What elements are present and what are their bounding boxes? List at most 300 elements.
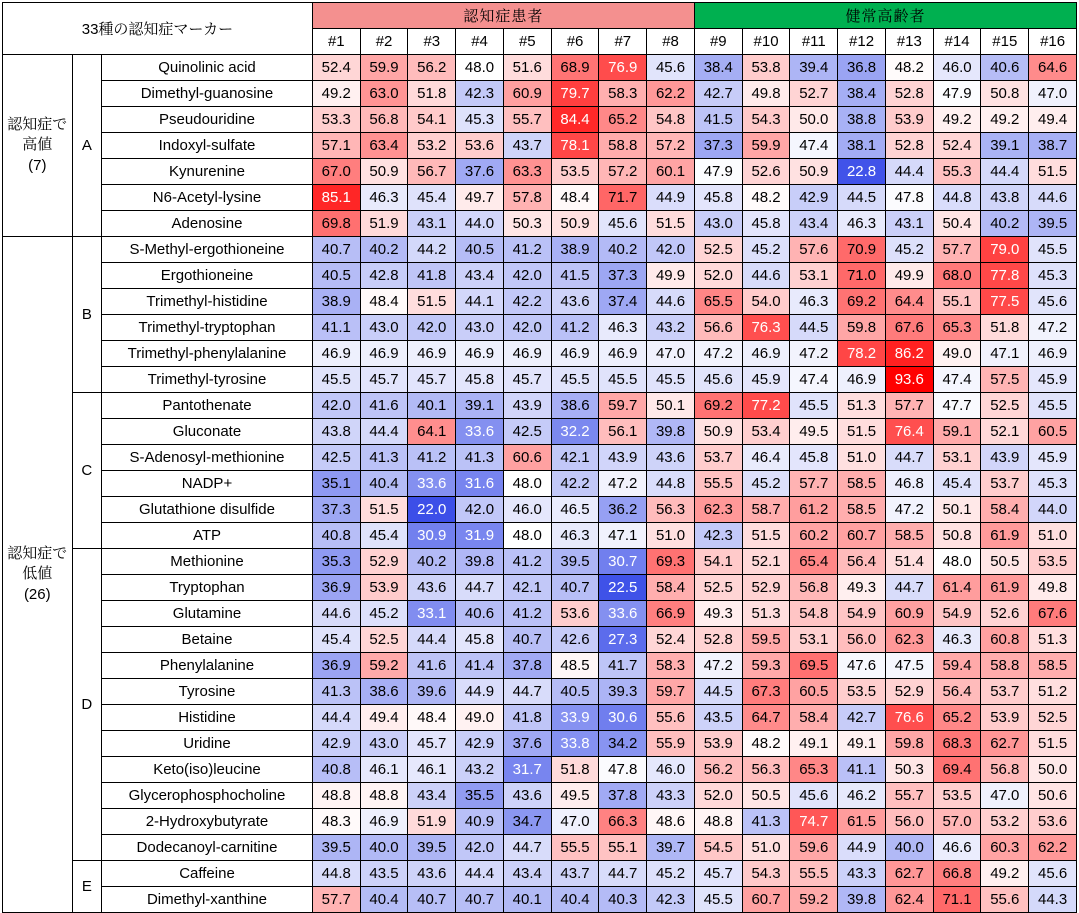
- heatmap-cell: 45.4: [312, 627, 360, 653]
- heatmap-cell: 44.4: [312, 705, 360, 731]
- heatmap-cell: 37.8: [503, 653, 551, 679]
- heatmap-cell: 68.9: [551, 55, 599, 81]
- heatmap-cell: 64.6: [1029, 55, 1077, 81]
- table-row: [3, 211, 1077, 237]
- heatmap-cell: 54.8: [647, 107, 695, 133]
- heatmap-cell: 69.2: [838, 289, 886, 315]
- heatmap-cell: 57.2: [647, 133, 695, 159]
- heatmap-cell: 43.4: [790, 211, 838, 237]
- heatmap-cell: 42.7: [694, 81, 742, 107]
- table-row: [3, 263, 1077, 289]
- heatmap-cell: 40.2: [360, 237, 408, 263]
- table-row: [3, 575, 1077, 601]
- table-row: [3, 809, 1077, 835]
- heatmap-cell: 46.3: [933, 627, 981, 653]
- heatmap-cell: 45.7: [408, 731, 456, 757]
- heatmap-cell: 44.6: [742, 263, 790, 289]
- marker-name: NADP+: [102, 471, 313, 497]
- heatmap-cell: 40.7: [312, 237, 360, 263]
- heatmap-cell: 58.5: [1029, 653, 1077, 679]
- marker-name: N6-Acetyl-lysine: [102, 185, 313, 211]
- heatmap-cell: 40.8: [312, 523, 360, 549]
- heatmap-cell: 37.3: [312, 497, 360, 523]
- heatmap-cell: 33.8: [551, 731, 599, 757]
- heatmap-cell: 60.8: [981, 627, 1029, 653]
- marker-name: Betaine: [102, 627, 313, 653]
- heatmap-cell: 46.0: [503, 497, 551, 523]
- heatmap-cell: 53.4: [742, 419, 790, 445]
- heatmap-cell: 27.3: [599, 627, 647, 653]
- heatmap-cell: 50.9: [360, 159, 408, 185]
- sample-id-2: #2: [360, 29, 408, 55]
- heatmap-cell: 57.7: [312, 887, 360, 913]
- heatmap-cell: 49.3: [694, 601, 742, 627]
- heatmap-cell: 42.2: [503, 289, 551, 315]
- heatmap-cell: 40.2: [981, 211, 1029, 237]
- heatmap-cell: 41.5: [551, 263, 599, 289]
- heatmap-cell: 44.1: [456, 289, 504, 315]
- heatmap-cell: 53.5: [551, 159, 599, 185]
- table-row: [3, 627, 1077, 653]
- heatmap-cell: 45.8: [790, 445, 838, 471]
- heatmap-cell: 67.3: [742, 679, 790, 705]
- heatmap-cell: 68.3: [933, 731, 981, 757]
- heatmap-cell: 40.9: [456, 809, 504, 835]
- heatmap-cell: 44.4: [981, 159, 1029, 185]
- heatmap-cell: 78.2: [838, 341, 886, 367]
- heatmap-cell: 51.3: [838, 393, 886, 419]
- heatmap-cell: 57.1: [312, 133, 360, 159]
- heatmap-cell: 48.0: [503, 471, 551, 497]
- heatmap-cell: 50.0: [790, 107, 838, 133]
- heatmap-cell: 74.7: [790, 809, 838, 835]
- heatmap-cell: 55.9: [647, 731, 695, 757]
- heatmap-cell: 48.4: [360, 289, 408, 315]
- heatmap-cell: 51.0: [742, 835, 790, 861]
- heatmap-cell: 62.7: [885, 861, 933, 887]
- heatmap-cell: 51.8: [408, 81, 456, 107]
- subgroup-label-B: B: [72, 237, 102, 393]
- heatmap-cell: 44.7: [503, 835, 551, 861]
- heatmap-cell: 57.2: [599, 159, 647, 185]
- heatmap-cell: 44.4: [885, 159, 933, 185]
- heatmap-cell: 46.9: [408, 341, 456, 367]
- heatmap-cell: 42.0: [312, 393, 360, 419]
- heatmap-cell: 61.9: [981, 523, 1029, 549]
- heatmap-cell: 60.9: [885, 601, 933, 627]
- heatmap-cell: 44.5: [790, 315, 838, 341]
- heatmap-cell: 50.1: [933, 497, 981, 523]
- heatmap-cell: 42.0: [503, 263, 551, 289]
- table-row: [3, 185, 1077, 211]
- heatmap-cell: 43.6: [551, 289, 599, 315]
- row-group-line1: 認知症で: [7, 545, 68, 563]
- heatmap-cell: 45.5: [694, 887, 742, 913]
- heatmap-cell: 53.3: [312, 107, 360, 133]
- marker-name: Dimethyl-xanthine: [102, 887, 313, 913]
- heatmap-cell: 50.0: [1029, 757, 1077, 783]
- heatmap-cell: 46.3: [599, 315, 647, 341]
- row-group-line1: 認知症で: [7, 116, 68, 134]
- heatmap-cell: 49.4: [1029, 107, 1077, 133]
- heatmap-cell: 42.2: [551, 471, 599, 497]
- heatmap-cell: 39.8: [647, 419, 695, 445]
- heatmap-cell: 47.1: [981, 341, 1029, 367]
- heatmap-cell: 41.3: [742, 809, 790, 835]
- heatmap-cell: 49.9: [885, 263, 933, 289]
- heatmap-cell: 56.2: [408, 55, 456, 81]
- table-row: [3, 653, 1077, 679]
- marker-name: Dodecanoyl-carnitine: [102, 835, 313, 861]
- table-row: [3, 679, 1077, 705]
- heatmap-cell: 41.4: [456, 653, 504, 679]
- heatmap-cell: 55.7: [503, 107, 551, 133]
- heatmap-cell: 40.4: [360, 887, 408, 913]
- heatmap-cell: 85.1: [312, 185, 360, 211]
- heatmap-cell: 52.7: [790, 81, 838, 107]
- heatmap-cell: 54.1: [694, 549, 742, 575]
- heatmap-cell: 62.4: [885, 887, 933, 913]
- heatmap-cell: 45.8: [456, 367, 504, 393]
- heatmap-cell: 40.5: [551, 679, 599, 705]
- heatmap-cell: 38.4: [838, 81, 886, 107]
- heatmap-cell: 42.9: [790, 185, 838, 211]
- marker-name: Adenosine: [102, 211, 313, 237]
- heatmap-cell: 65.5: [694, 289, 742, 315]
- heatmap-cell: 56.0: [885, 809, 933, 835]
- heatmap-cell: 44.7: [456, 575, 504, 601]
- heatmap-cell: 31.7: [503, 757, 551, 783]
- sample-id-3: #3: [408, 29, 456, 55]
- heatmap-cell: 50.6: [1029, 783, 1077, 809]
- heatmap-cell: 45.2: [885, 237, 933, 263]
- heatmap-cell: 51.5: [1029, 159, 1077, 185]
- heatmap-cell: 47.2: [694, 341, 742, 367]
- heatmap-cell: 39.5: [551, 549, 599, 575]
- heatmap-cell: 53.9: [694, 731, 742, 757]
- heatmap-cell: 40.7: [503, 627, 551, 653]
- heatmap-cell: 56.3: [647, 497, 695, 523]
- heatmap-cell: 44.5: [694, 679, 742, 705]
- heatmap-cell: 49.0: [456, 705, 504, 731]
- heatmap-cell: 62.7: [981, 731, 1029, 757]
- heatmap-cell: 50.5: [742, 783, 790, 809]
- heatmap-cell: 56.7: [408, 159, 456, 185]
- heatmap-cell: 43.6: [408, 575, 456, 601]
- marker-name: Dimethyl-guanosine: [102, 81, 313, 107]
- heatmap-cell: 40.4: [360, 471, 408, 497]
- heatmap-cell: 46.9: [599, 341, 647, 367]
- heatmap-cell: 47.9: [933, 81, 981, 107]
- sample-id-7: #7: [599, 29, 647, 55]
- table-row: [3, 861, 1077, 887]
- heatmap-cell: 45.5: [790, 393, 838, 419]
- heatmap-cell: 43.9: [981, 445, 1029, 471]
- heatmap-cell: 40.2: [408, 549, 456, 575]
- heatmap-cell: 46.3: [838, 211, 886, 237]
- heatmap-cell: 49.3: [838, 575, 886, 601]
- heatmap-cell: 40.5: [312, 263, 360, 289]
- marker-name: Trimethyl-tryptophan: [102, 315, 313, 341]
- heatmap-cell: 36.8: [838, 55, 886, 81]
- heatmap-cell: 45.6: [647, 55, 695, 81]
- heatmap-cell: 40.1: [503, 887, 551, 913]
- heatmap-cell: 61.9: [981, 575, 1029, 601]
- heatmap-cell: 56.1: [599, 419, 647, 445]
- heatmap-cell: 44.0: [456, 211, 504, 237]
- heatmap-cell: 43.3: [838, 861, 886, 887]
- heatmap-cell: 45.2: [647, 861, 695, 887]
- heatmap-cell: 49.2: [981, 107, 1029, 133]
- heatmap-cell: 51.0: [647, 523, 695, 549]
- heatmap-cell: 41.3: [312, 679, 360, 705]
- sample-id-13: #13: [885, 29, 933, 55]
- heatmap-cell: 55.6: [981, 887, 1029, 913]
- column-group-control: 健常高齢者: [694, 3, 1076, 29]
- heatmap-cell: 51.5: [838, 419, 886, 445]
- heatmap-cell: 45.8: [694, 185, 742, 211]
- heatmap-cell: 51.0: [1029, 523, 1077, 549]
- heatmap-cell: 63.3: [503, 159, 551, 185]
- page-title: 33種の認知症マーカー: [3, 3, 313, 55]
- heatmap-cell: 45.4: [408, 185, 456, 211]
- heatmap-cell: 37.3: [694, 133, 742, 159]
- heatmap-cell: 50.4: [933, 211, 981, 237]
- heatmap-cell: 44.4: [360, 419, 408, 445]
- heatmap-cell: 44.6: [647, 289, 695, 315]
- heatmap-cell: 52.5: [360, 627, 408, 653]
- heatmap-cell: 56.8: [981, 757, 1029, 783]
- heatmap-cell: 49.7: [456, 185, 504, 211]
- heatmap-cell: 34.2: [599, 731, 647, 757]
- row-group-count: (7): [28, 156, 47, 174]
- heatmap-cell: 46.8: [885, 471, 933, 497]
- heatmap-cell: 48.3: [312, 809, 360, 835]
- heatmap-cell: 52.0: [694, 263, 742, 289]
- heatmap-cell: 51.4: [885, 549, 933, 575]
- heatmap-cell: 40.6: [456, 601, 504, 627]
- marker-name: Quinolinic acid: [102, 55, 313, 81]
- marker-name: Tyrosine: [102, 679, 313, 705]
- heatmap-cell: 77.2: [742, 393, 790, 419]
- heatmap-cell: 58.4: [981, 497, 1029, 523]
- heatmap-cell: 52.5: [1029, 705, 1077, 731]
- heatmap-cell: 47.2: [1029, 315, 1077, 341]
- heatmap-cell: 44.2: [408, 237, 456, 263]
- heatmap-cell: 56.8: [360, 107, 408, 133]
- heatmap-cell: 40.0: [885, 835, 933, 861]
- heatmap-cell: 45.5: [599, 367, 647, 393]
- heatmap-cell: 38.4: [694, 55, 742, 81]
- heatmap-cell: 60.7: [838, 523, 886, 549]
- heatmap-cell: 93.6: [885, 367, 933, 393]
- heatmap-cell: 48.4: [408, 705, 456, 731]
- heatmap-cell: 46.9: [838, 367, 886, 393]
- heatmap-cell: 70.9: [838, 237, 886, 263]
- heatmap-cell: 35.1: [312, 471, 360, 497]
- heatmap-cell: 46.9: [1029, 341, 1077, 367]
- marker-name: Pantothenate: [102, 393, 313, 419]
- heatmap-cell: 67.0: [312, 159, 360, 185]
- heatmap-cell: 56.4: [838, 549, 886, 575]
- heatmap-cell: 52.8: [694, 627, 742, 653]
- heatmap-cell: 44.6: [1029, 185, 1077, 211]
- heatmap-cell: 44.9: [838, 835, 886, 861]
- heatmap-cell: 46.1: [408, 757, 456, 783]
- heatmap-cell: 36.9: [312, 653, 360, 679]
- heatmap-cell: 42.0: [456, 835, 504, 861]
- heatmap-cell: 59.6: [790, 835, 838, 861]
- heatmap-cell: 52.8: [885, 133, 933, 159]
- heatmap-cell: 47.2: [694, 653, 742, 679]
- heatmap-cell: 43.3: [647, 783, 695, 809]
- table-row: [3, 133, 1077, 159]
- heatmap-cell: 46.9: [551, 341, 599, 367]
- heatmap-cell: 52.6: [742, 159, 790, 185]
- heatmap-cell: 47.0: [551, 809, 599, 835]
- heatmap-cell: 41.2: [503, 549, 551, 575]
- heatmap-cell: 55.1: [599, 835, 647, 861]
- heatmap-cell: 50.5: [981, 549, 1029, 575]
- sample-id-9: #9: [694, 29, 742, 55]
- heatmap-cell: 53.5: [933, 783, 981, 809]
- heatmap-cell: 44.7: [885, 575, 933, 601]
- heatmap-cell: 42.0: [456, 497, 504, 523]
- heatmap-cell: 65.4: [790, 549, 838, 575]
- marker-name: ATP: [102, 523, 313, 549]
- heatmap-cell: 50.9: [694, 419, 742, 445]
- heatmap-cell: 38.9: [312, 289, 360, 315]
- heatmap-cell: 53.5: [1029, 549, 1077, 575]
- row-group-count: (26): [23, 585, 51, 603]
- heatmap-cell: 59.2: [790, 887, 838, 913]
- heatmap-cell: 86.2: [885, 341, 933, 367]
- heatmap-cell: 41.5: [694, 107, 742, 133]
- heatmap-cell: 62.3: [885, 627, 933, 653]
- heatmap-cell: 63.0: [360, 81, 408, 107]
- heatmap-cell: 48.0: [933, 549, 981, 575]
- heatmap-cell: 47.1: [599, 523, 647, 549]
- heatmap-cell: 52.9: [742, 575, 790, 601]
- heatmap-cell: 60.6: [503, 445, 551, 471]
- heatmap-cell: 44.6: [312, 601, 360, 627]
- marker-name: Trimethyl-tyrosine: [102, 367, 313, 393]
- heatmap-cell: 71.1: [933, 887, 981, 913]
- table-row: [3, 315, 1077, 341]
- heatmap-cell: 60.3: [981, 835, 1029, 861]
- heatmap-cell: 45.6: [694, 367, 742, 393]
- heatmap-cell: 59.8: [885, 731, 933, 757]
- heatmap-cell: 56.2: [694, 757, 742, 783]
- heatmap-cell: 69.2: [694, 393, 742, 419]
- heatmap-cell: 68.0: [933, 263, 981, 289]
- heatmap-cell: 60.5: [790, 679, 838, 705]
- heatmap-cell: 31.6: [456, 471, 504, 497]
- heatmap-cell: 44.8: [312, 861, 360, 887]
- heatmap-cell: 51.5: [647, 211, 695, 237]
- heatmap-cell: 54.8: [790, 601, 838, 627]
- heatmap-cell: 59.1: [933, 419, 981, 445]
- heatmap-cell: 42.5: [503, 419, 551, 445]
- heatmap-cell: 42.9: [312, 731, 360, 757]
- heatmap-cell: 66.8: [933, 861, 981, 887]
- heatmap-cell: 59.9: [360, 55, 408, 81]
- heatmap-cell: 67.6: [885, 315, 933, 341]
- heatmap-cell: 52.4: [647, 627, 695, 653]
- heatmap-cell: 64.4: [885, 289, 933, 315]
- heatmap-cell: 44.8: [647, 471, 695, 497]
- row-group-label-2: [3, 237, 73, 913]
- table-row: [3, 549, 1077, 575]
- heatmap-cell: 39.8: [456, 549, 504, 575]
- table-row: [3, 783, 1077, 809]
- heatmap-cell: 71.7: [599, 185, 647, 211]
- heatmap-cell: 59.2: [360, 653, 408, 679]
- heatmap-cell: 39.8: [838, 887, 886, 913]
- heatmap-cell: 51.8: [981, 315, 1029, 341]
- heatmap-cell: 46.9: [456, 341, 504, 367]
- heatmap-cell: 45.9: [1029, 445, 1077, 471]
- heatmap-cell: 59.5: [742, 627, 790, 653]
- heatmap-cell: 45.9: [1029, 367, 1077, 393]
- heatmap-cell: 53.6: [1029, 809, 1077, 835]
- heatmap-cell: 40.4: [551, 887, 599, 913]
- marker-name: 2-Hydroxybutyrate: [102, 809, 313, 835]
- heatmap-cell: 76.3: [742, 315, 790, 341]
- subgroup-label-C: C: [72, 393, 102, 549]
- heatmap-cell: 39.1: [981, 133, 1029, 159]
- heatmap-cell: 39.6: [408, 679, 456, 705]
- heatmap-cell: 40.1: [408, 393, 456, 419]
- heatmap-cell: 50.9: [790, 159, 838, 185]
- heatmap-cell: 52.8: [885, 81, 933, 107]
- heatmap-cell: 60.1: [647, 159, 695, 185]
- sample-id-16: #16: [1029, 29, 1077, 55]
- heatmap-cell: 42.5: [312, 445, 360, 471]
- heatmap-cell: 56.6: [694, 315, 742, 341]
- heatmap-cell: 48.2: [885, 55, 933, 81]
- heatmap-cell: 43.0: [456, 315, 504, 341]
- heatmap-cell: 39.4: [790, 55, 838, 81]
- table-row: [3, 445, 1077, 471]
- heatmap-cell: 41.8: [503, 705, 551, 731]
- heatmap-cell: 44.9: [456, 679, 504, 705]
- heatmap-cell: 57.6: [790, 237, 838, 263]
- table-row: [3, 393, 1077, 419]
- marker-name: Trimethyl-histidine: [102, 289, 313, 315]
- heatmap-cell: 54.3: [742, 861, 790, 887]
- heatmap-cell: 30.9: [408, 523, 456, 549]
- heatmap-cell: 53.9: [981, 705, 1029, 731]
- heatmap-cell: 64.1: [408, 419, 456, 445]
- heatmap-cell: 59.4: [933, 653, 981, 679]
- heatmap-cell: 48.8: [694, 809, 742, 835]
- table-row: [3, 367, 1077, 393]
- heatmap-cell: 46.9: [742, 341, 790, 367]
- heatmap-cell: 49.8: [742, 81, 790, 107]
- heatmap-cell: 42.3: [647, 887, 695, 913]
- heatmap-cell: 44.5: [838, 185, 886, 211]
- heatmap-cell: 62.2: [647, 81, 695, 107]
- heatmap-cell: 41.3: [360, 445, 408, 471]
- heatmap-cell: 45.6: [599, 211, 647, 237]
- heatmap-cell: 42.1: [503, 575, 551, 601]
- table-row: [3, 523, 1077, 549]
- heatmap-cell: 46.9: [503, 341, 551, 367]
- heatmap-cell: 40.0: [360, 835, 408, 861]
- heatmap-cell: 45.8: [742, 211, 790, 237]
- heatmap-cell: 22.8: [838, 159, 886, 185]
